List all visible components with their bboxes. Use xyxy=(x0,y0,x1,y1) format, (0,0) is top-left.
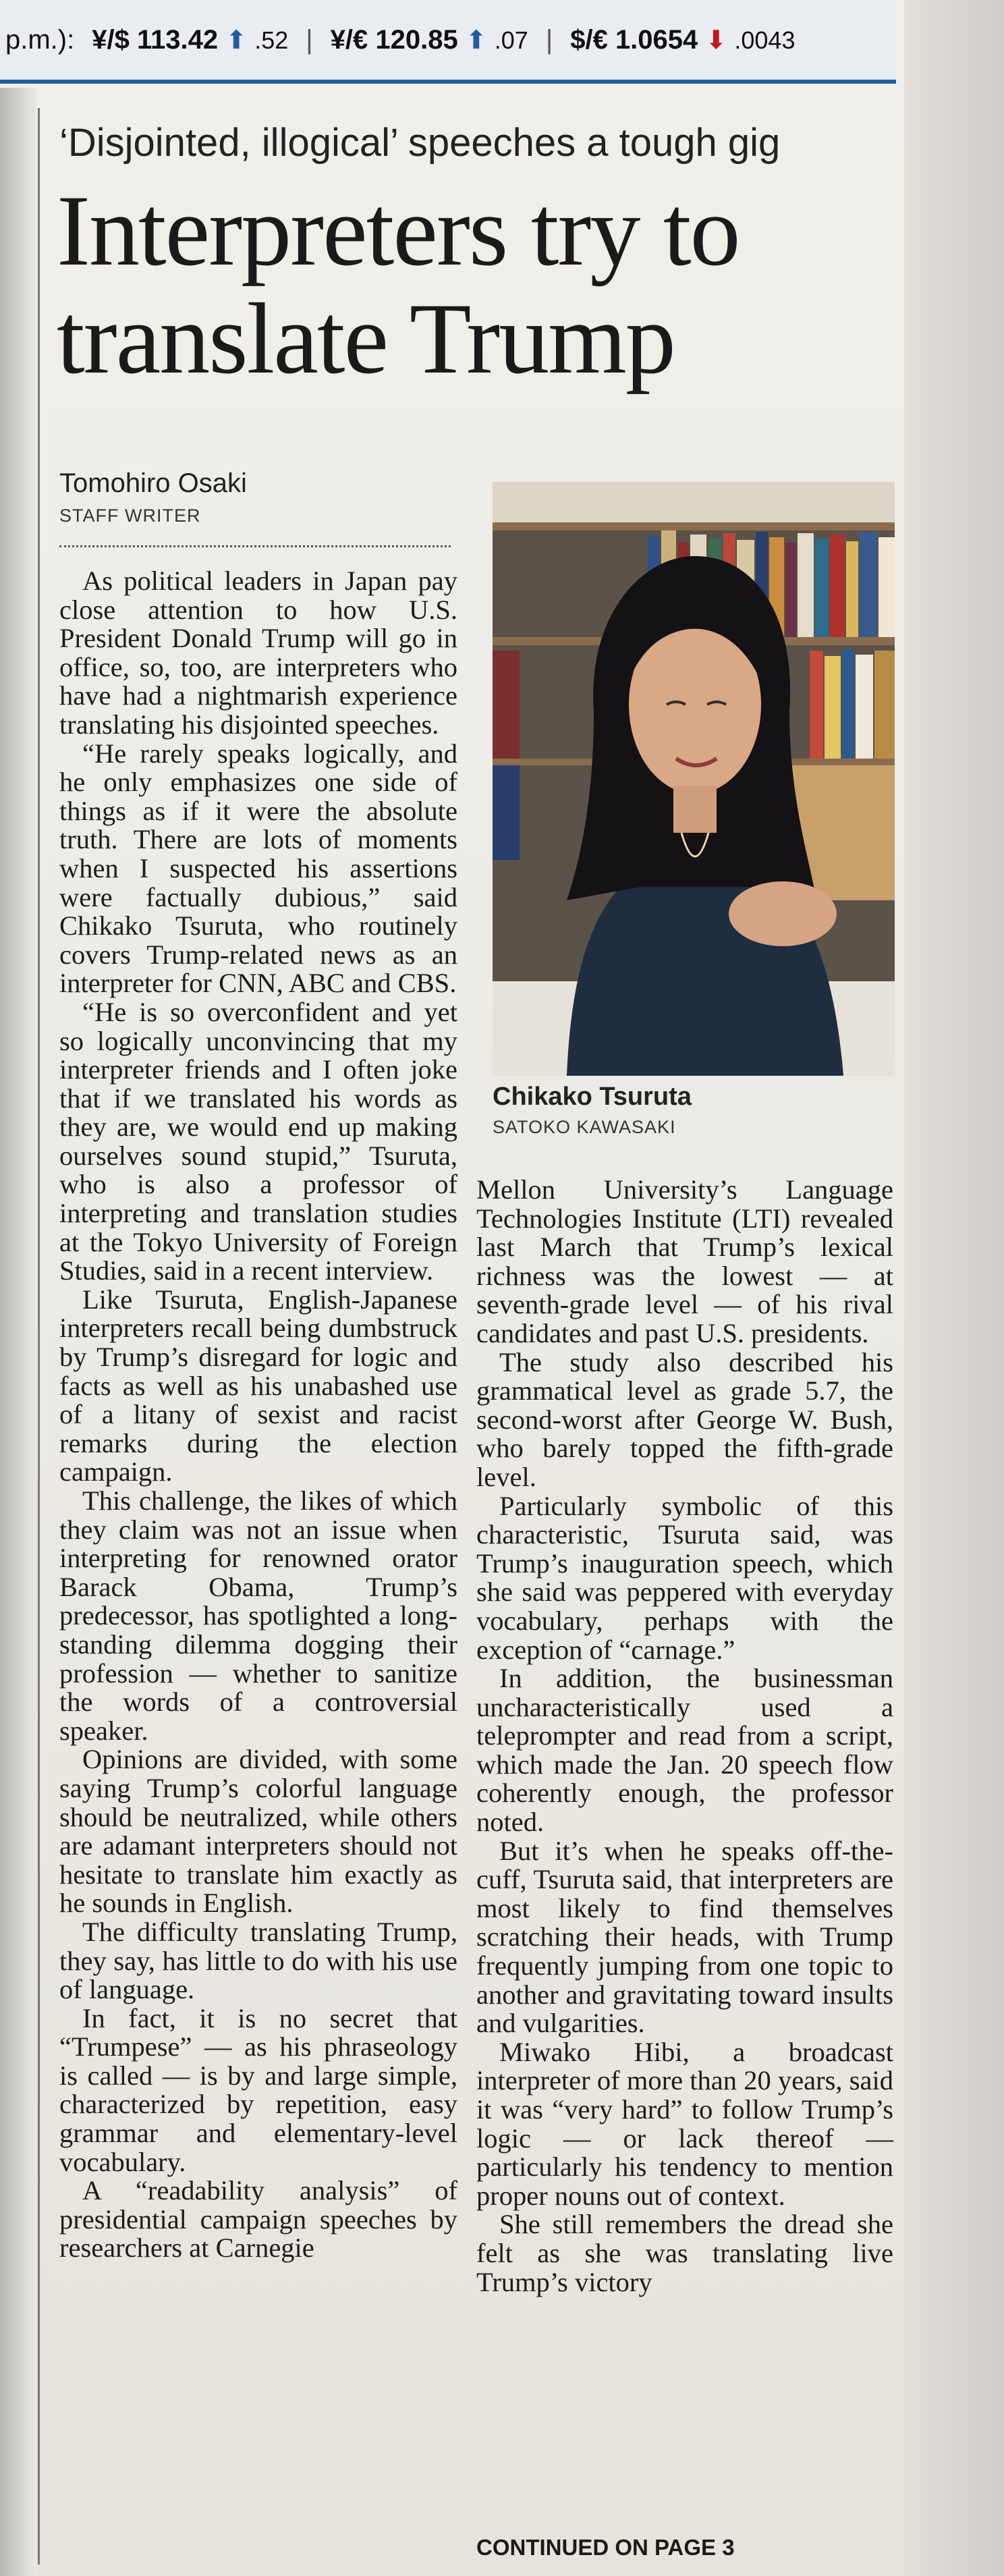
ticker-item-dollar-euro xyxy=(570,25,795,55)
byline-divider xyxy=(59,545,451,547)
paragraph: Like Tsuruta, English-Japanese interpreters recall being dumbstruck by Trump’s disregard for logic and facts as well as his unabashed use of a litany of sexist and racist remarks during the election campaign. xyxy=(59,1284,457,1487)
ticker-prefix: p.m.): xyxy=(5,24,75,55)
photo-credit: SATOKO KAWASAKI xyxy=(493,1117,676,1137)
paragraph: A “readability analysis” of presidential campaign speeches by researchers at Carnegie xyxy=(59,2175,457,2264)
ticker-pair: $/€ 1.0654 xyxy=(570,24,698,55)
ticker-change: .07 xyxy=(494,26,528,54)
paragraph: The difficulty translating Trump, they say, has little to do with his use of language. xyxy=(59,1916,457,2005)
paragraph: Particularly symbolic of this characteristic, Tsuruta said, was Trump’s inauguration speech, which she said was peppered with everyday vocabulary, perhaps with the exception of “carnage.” xyxy=(476,1490,893,1665)
caption-name: Chikako Tsuruta xyxy=(493,1083,692,1111)
paragraph: Opinions are divided, with some saying Trump’s colorful language should be neutralized, while others are adamant interpreters should not hesitate to translate him exactly as he sounds in English. xyxy=(59,1744,457,1919)
paragraph: The study also described his grammatical level as grade 5.7, the second-worst after George W. Bush, who barely topped the fifth-grade level. xyxy=(476,1346,893,1492)
ticker-separator: | xyxy=(306,24,313,55)
ticker-pair: ¥/$ 113.42 xyxy=(92,24,219,55)
paragraph: “He rarely speaks logically, and he only emphasizes one side of things as if it were the absolute truth. There are lots of moments when I suspected his assertions were factually dubious,” said Chikako Tsuruta, who routinely covers Trump-related news as an interpreter for CNN, ABC and CBS. xyxy=(59,738,457,999)
currency-ticker xyxy=(0,0,896,84)
article-headline: Interpreters try to translate Trump xyxy=(57,175,740,395)
ticker-separator: | xyxy=(545,24,553,55)
ticker-item-eur xyxy=(331,25,528,55)
author-name: Tomohiro Osaki xyxy=(59,468,247,498)
down-arrow-icon: ⬇ xyxy=(705,26,727,55)
ticker-item-usd xyxy=(92,25,288,55)
byline xyxy=(59,468,247,526)
ticker-pair: ¥/€ 120.85 xyxy=(330,24,458,55)
paragraph: This challenge, the likes of which they claim was not an issue when interpreting for renowned orator Barack Obama, Trump’s predecessor, has spotlighted a long-standing dilemma dogging their profession — whether to sanitize the words of a controversial speaker. xyxy=(59,1485,457,1746)
continued-link[interactable]: CONTINUED ON PAGE 3 xyxy=(476,2535,735,2560)
article-column-2 xyxy=(476,1176,893,2297)
paragraph: Miwako Hibi, a broadcast interpreter of more than 20 years, said it was “very hard” to follow Trump’s logic — or lack thereof — particularly his tendency to mention proper nouns out of context. xyxy=(476,2036,893,2211)
paragraph: As political leaders in Japan pay close attention to how U.S. President Donald Trump will go in office, so, too, are interpreters who have had a nightmarish experience translating his disjointed speeches. xyxy=(59,566,457,740)
paragraph: But it’s when he speaks off-the-cuff, Tsuruta said, that interpreters are most likely to find themselves scratching their heads, with Trump frequently jumping from one topic to another and gravitating toward insults and vulgarities. xyxy=(476,1835,893,2039)
adjacent-page-edge xyxy=(0,88,36,2576)
up-arrow-icon: ⬆ xyxy=(465,26,487,55)
paragraph: Mellon University’s Language Technologies Institute (LTI) revealed last March that Trump’s lexical richness was the lowest — at seventh-grade level — of his rival candidates and past U.S. presidents. xyxy=(476,1174,893,1348)
paragraph: “He is so overconfident and yet so logically unconvincing that my interpreter friends and I often joke that if we translated his words as they are, we would end up making ourselves sound stupid,” Tsuruta, who is also a professor of interpreting and translation studies at the Tokyo University of Foreign Studies, said in a recent interview. xyxy=(59,996,457,1286)
paragraph: In fact, it is no secret that “Trumpese” — as his phraseology is called — is by and large simple, characterized by repetition, easy grammar and elementary-level vocabulary. xyxy=(59,2002,457,2177)
photo-caption xyxy=(493,1083,895,1138)
portrait-photo xyxy=(493,482,895,1076)
column-rule xyxy=(38,108,40,2565)
ticker-change: .0043 xyxy=(734,26,796,54)
up-arrow-icon: ⬆ xyxy=(225,26,248,55)
article-kicker: ‘Disjointed, illogical’ speeches a tough gig xyxy=(59,121,781,165)
author-role: STAFF WRITER xyxy=(59,505,201,526)
article-column-1 xyxy=(59,567,457,2263)
portrait-illustration xyxy=(493,482,895,1076)
paragraph: She still remembers the dread she felt as she was translating live Trump’s victory xyxy=(476,2209,893,2297)
ticker-change: .52 xyxy=(254,26,289,54)
paragraph: In addition, the businessman uncharacteristically used a teleprompter and read from a script, which made the Jan. 20 speech flow coherently enough, the professor noted. xyxy=(476,1663,893,1838)
